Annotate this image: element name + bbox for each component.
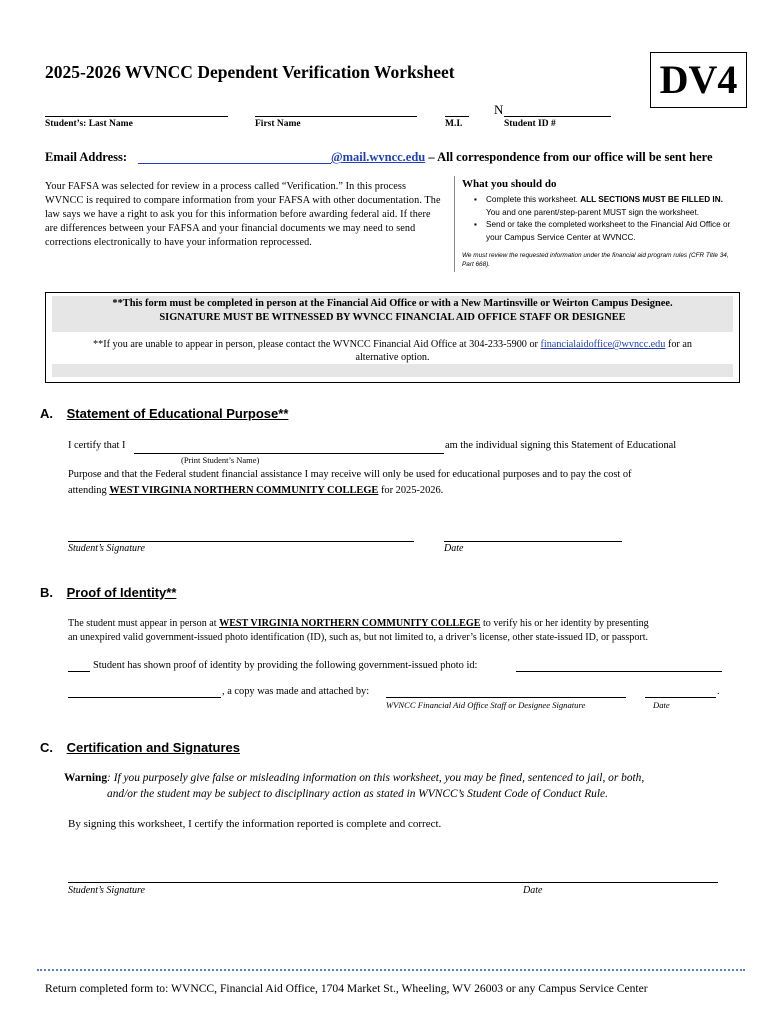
purpose-line-2-b: for 2025-2026. — [378, 485, 444, 496]
form-code-box — [650, 52, 747, 108]
section-c-date-label: Date — [523, 885, 543, 896]
photo-id-detail-field[interactable] — [68, 697, 221, 698]
form-title: 2025-2026 WVNCC Dependent Verification Worksheet — [45, 62, 455, 82]
section-b-title: Proof of Identity** — [66, 585, 177, 600]
form-code: DV4 — [659, 57, 738, 102]
middle-initial-field[interactable] — [445, 116, 469, 117]
what-you-should-do-title: What you should do — [462, 178, 557, 190]
purpose-line-2 — [68, 485, 443, 496]
section-a-letter: A. — [40, 406, 53, 421]
section-c-heading — [40, 740, 240, 755]
notice-shade-bottom — [52, 364, 733, 377]
footer-divider — [37, 969, 745, 971]
section-c-signature-field[interactable] — [68, 882, 718, 883]
notice-line-3-a: **If you are unable to appear in person, please contact the WVNCC Financial Aid Office at 304-233-5900 or — [93, 339, 541, 350]
email-field[interactable] — [138, 163, 331, 164]
mi-label: M.I. — [445, 119, 463, 129]
staff-signature-label: WVNCC Financial Aid Office Staff or Designee Signature — [386, 700, 586, 710]
first-name-label: First Name — [255, 119, 301, 129]
notice-line-1: **This form must be completed in person at the Financial Aid Office or with a New Martinsville or Weirton Campus Designee. — [112, 298, 673, 309]
cfr-footnote: We must review the requested information under the financial aid program rules (CFR Title 34, Part 668). — [462, 252, 729, 268]
staff-date-label: Date — [653, 700, 670, 710]
email-domain — [331, 150, 713, 165]
section-a-heading — [40, 406, 288, 421]
bullet-icon: ▪ — [474, 220, 477, 229]
section-a-date-label: Date — [444, 543, 464, 554]
warning-line-1 — [64, 772, 644, 784]
student-id-field[interactable] — [504, 116, 611, 117]
last-name-label: Student’s: Last Name — [45, 119, 133, 129]
staff-signature-field[interactable] — [386, 697, 626, 698]
identity-line-1-a: The student must appear in person at — [68, 618, 220, 629]
college-name: WEST VIRGINIA NORTHERN COMMUNITY COLLEGE — [109, 485, 379, 496]
last-name-field[interactable] — [45, 116, 228, 117]
staff-date-period: . — [717, 686, 720, 697]
notice-line-2: SIGNATURE MUST BE WITNESSED BY WVNCC FINANCIAL AID OFFICE STAFF OR DESIGNEE — [159, 312, 626, 323]
section-a-signature-field[interactable] — [68, 541, 414, 542]
what-you-should-do-box — [454, 176, 736, 272]
notice-line-3 — [52, 339, 733, 350]
student-id-label: Student ID # — [504, 119, 556, 129]
footer-return-address: Return completed form to: WVNCC, Financial Aid Office, 1704 Market St., Wheeling, WV 26003 or any Campus Service Center — [45, 982, 648, 995]
proof-shown-text: Student has shown proof of identity by providing the following government-issued photo id: — [93, 660, 478, 671]
purpose-line-1: Purpose and that the Federal student financial assistance I may receive will only be used for educational purposes and to pay the cost of — [68, 469, 632, 480]
section-a-signature-label: Student’s Signature — [68, 543, 145, 554]
identity-line-1 — [68, 618, 649, 629]
email-domain-text: @mail.wvncc.edu — [331, 150, 426, 164]
certify-prefix: I certify that I — [68, 440, 126, 451]
instruction-item-2-text: Send or take the completed worksheet to the Financial Aid Office or your Campus Service Center at WVNCC. — [486, 220, 731, 242]
email-note: – All correspondence from our office will be sent here — [425, 150, 713, 164]
section-c-letter: C. — [40, 740, 53, 755]
student-id-prefix: N — [494, 102, 504, 117]
email-label: Email Address: — [45, 150, 128, 164]
identity-line-2: an unexpired valid government-issued photo identification (ID), such as, but not limited to, a driver’s license, other state-issued ID, or passport. — [68, 632, 649, 643]
notice-line-3-b: for an — [665, 339, 692, 350]
certify-suffix: am the individual signing this Statement of Educational — [445, 440, 677, 451]
identity-line-1-b: to verify his or her identity by presenting — [480, 618, 649, 629]
identity-college-name: WEST VIRGINIA NORTHERN COMMUNITY COLLEGE — [219, 618, 481, 629]
section-b-heading — [40, 585, 176, 600]
section-b-letter: B. — [40, 585, 53, 600]
instruction-item-1-a: Complete this worksheet. — [486, 195, 581, 204]
section-c-signature-label: Student’s Signature — [68, 885, 145, 896]
instruction-item-1-b: ALL SECTIONS MUST BE FILLED IN. — [580, 195, 723, 204]
warning-line-2: and/or the student may be subject to disciplinary action as stated in WVNCC’s Student Code of Conduct Rule. — [107, 788, 608, 800]
warning-text-1: : If you purposely give false or misleading information on this worksheet, you may be fined, sentenced to jail, or both, — [107, 772, 645, 784]
notice-line-4: alternative option. — [355, 352, 430, 363]
instruction-item-2 — [462, 219, 736, 244]
intro-paragraph: Your FAFSA was selected for review in a process called “Verification.” In this process WVNCC is required to compare information from your FAFSA with other documentation. The law says we have a right to ask you for this information before awarding federal aid. If there are differences between your FAFSA and your financial documents we may need to send corrections electronically to have your information reprocessed. — [45, 181, 441, 248]
copy-made-text: , a copy was made and attached by: — [222, 686, 370, 697]
bullet-icon: ▪ — [474, 195, 477, 204]
print-student-name-field[interactable] — [134, 453, 444, 454]
photo-id-type-field[interactable] — [516, 671, 722, 672]
section-a-date-field[interactable] — [444, 541, 622, 542]
purpose-line-2-a: attending — [68, 485, 110, 496]
instruction-item-1-c: You and one parent/step-parent MUST sign the worksheet. — [486, 207, 700, 217]
section-a-title: Statement of Educational Purpose** — [66, 406, 289, 421]
financial-aid-email-link[interactable]: financialaidoffice@wvncc.edu — [540, 339, 666, 350]
certification-statement: By signing this worksheet, I certify the information reported is complete and correct. — [68, 818, 442, 830]
print-name-label: (Print Student’s Name) — [181, 455, 260, 465]
staff-date-field[interactable] — [645, 697, 716, 698]
first-name-field[interactable] — [255, 116, 417, 117]
section-c-title: Certification and Signatures — [66, 740, 240, 755]
instruction-item-1 — [462, 194, 736, 219]
proof-check-field[interactable] — [68, 671, 90, 672]
warning-label: Warning — [64, 772, 108, 784]
